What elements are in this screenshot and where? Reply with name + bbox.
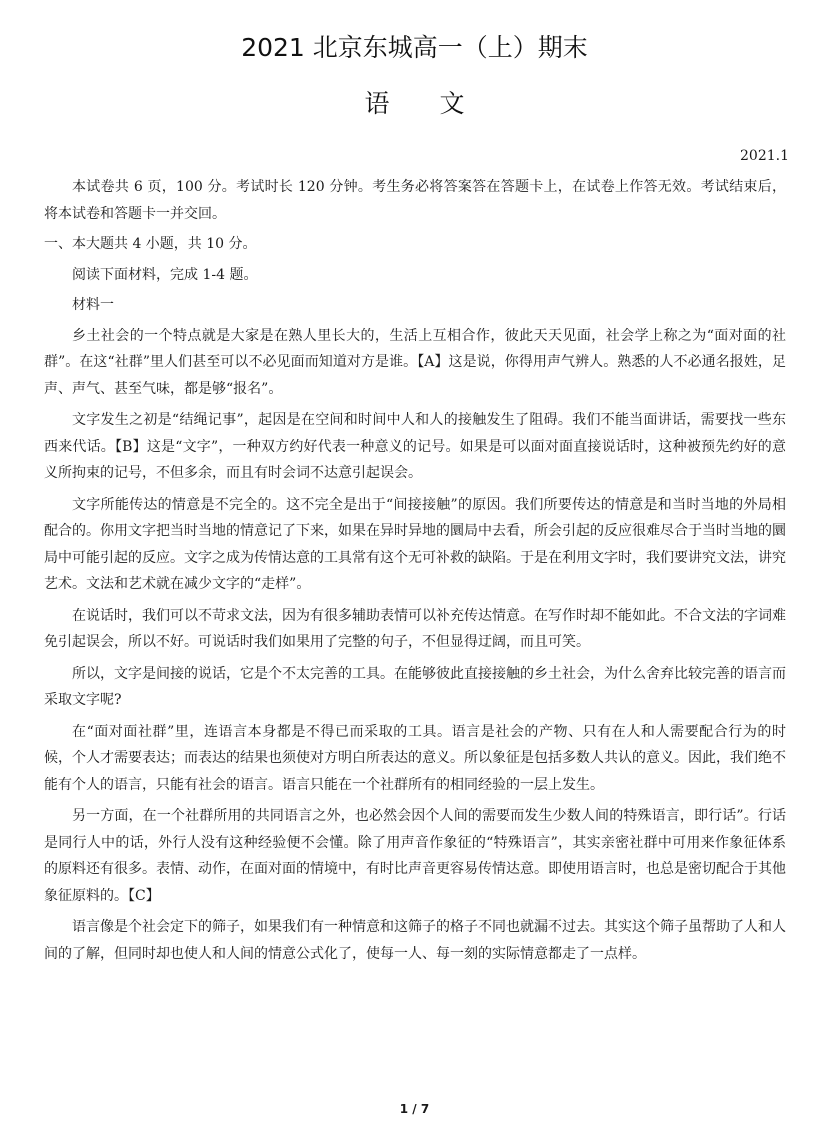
paragraph: 文字所能传达的情意是不完全的。这不完全是出于“间接接触”的原因。我们所要传达的情意是和当时当地的外局相配合的。你用文字把当时当地的情意记了下来，如果在异时异地的圜局中去看，所会引起的反应很难尽合于当时当地的圜局中可能引起的反应。文字之成为传情达意的工具常有这个无可补救的缺陷。于是在利用文字时，我们要讲究文法，讲究艺术。文法和艺术就在减少文字的“走样”。 — [44, 496, 786, 592]
exam-date: 2021.1 — [740, 148, 789, 164]
paragraph: 在“面对面社群”里，连语言本身都是不得已而采取的工具。语言是社会的产物、只有在人和人需要配合行为的时候，个人才需要表达；而表达的结果也须使对方明白所表达的意义。所以象征是包括多数人共认的意义。因此，我们绝不能有个人的语言，只能有社会的语言。语言只能在一个社群所有的相同经验的一层上发生。 — [44, 723, 786, 793]
paragraph: 语言像是个社会定下的筛子，如果我们有一种情意和这筛子的格子不同也就漏不过去。其实这个筛子虽帮助了人和人间的了解，但同时却也使人和人间的情意公式化了，使每一人、每一刻的实际情意都走了一点样。 — [44, 919, 786, 962]
intro-paragraph: 本试卷共 6 页，100 分。考试时长 120 分钟。考生务必将答案答在答题卡上，在试卷上作答无效。考试结束后，将本试卷和答题卡一并交回。 — [44, 179, 786, 222]
paragraph: 另一方面，在一个社群所用的共同语言之外，也必然会因个人间的需要而发生少数人间的特殊语言，即行话”。行话是同行人中的话，外行人没有这种经验便不会懂。除了用声音作象征的“特殊语言”，其实亲密社群中可用来作象征体系的原料还有很多。表情、动作，在面对面的情境中，有时比声音更容易传情达意。即使用语言时，也总是密切配合于其他象征原料的。【C】 — [44, 808, 786, 904]
page-number: 1 / 7 — [399, 1102, 430, 1116]
section-heading: 一、本大题共 4 小题，共 10 分。 — [44, 236, 257, 252]
paragraph: 在说话时，我们可以不苛求文法，因为有很多辅助表情可以补充传达情意。在写作时却不能如此。不合文法的字词难免引起误会，所以不好。可说话时我们如果用了完整的句子，不但显得迂阔，而且可笑。 — [44, 607, 786, 650]
exam-title: 2021 北京东城高一（上）期末 — [241, 33, 588, 62]
subject-title: 语文 — [364, 89, 515, 118]
instruction-text: 阅读下面材料，完成 1-4 题。 — [72, 266, 258, 283]
paragraph: 文字发生之初是“结绳记事”，起因是在空间和时间中人和人的接触发生了阻碍。我们不能当面讲话，需要找一些东西来代话。【B】这是“文字”，一种双方约好代表一种意义的记号。如果是可以面对面直接说话时，这种被预先约好的意义所拘束的记号，不但多余，而且有时会词不达意引起误会。 — [44, 412, 786, 481]
material-label: 材料一 — [72, 297, 114, 313]
paragraph: 所以，文字是间接的说话，它是个不太完善的工具。在能够彼此直接接触的乡土社会，为什么舍弃比较完善的语言而采取文字呢? — [44, 665, 786, 708]
paragraph: 乡土社会的一个特点就是大家是在熟人里长大的，生活上互相合作，彼此天天见面，社会学上称之为“面对面的社群”。在这“社群”里人们甚至可以不必见面而知道对方是谁。【A】这是说，你得用声气辨人。熟悉的人不必通名报姓，足声、声气、甚至气味，都是够“报名”。 — [44, 327, 786, 397]
exam-body — [44, 174, 786, 972]
